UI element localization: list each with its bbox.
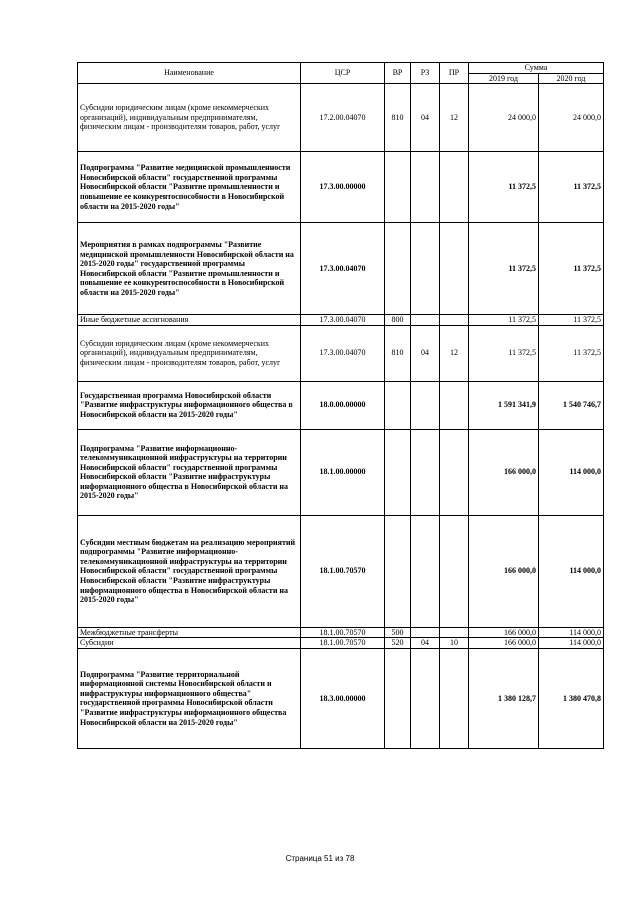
cell-vr bbox=[385, 381, 411, 429]
cell-2020: 11 372,5 bbox=[539, 223, 604, 315]
cell-pr bbox=[440, 429, 469, 515]
cell-2019: 11 372,5 bbox=[469, 325, 539, 381]
table-row bbox=[78, 648, 604, 748]
table-header bbox=[78, 63, 604, 84]
header-2020: 2020 год bbox=[539, 73, 604, 84]
cell-name: Подпрограмма "Развитие территориальной информационной системы Новосибирской области и инфраструктуры информационного общества" государственной программы Новосибирской области "Развитие инфраструктуры информационного общества Новосибирской области на 2015-2020 годы" bbox=[78, 648, 301, 748]
cell-2020: 11 372,5 bbox=[539, 315, 604, 326]
cell-pr: 12 bbox=[440, 325, 469, 381]
cell-pr bbox=[440, 381, 469, 429]
cell-vr bbox=[385, 429, 411, 515]
cell-vr: 520 bbox=[385, 638, 411, 649]
header-rz: РЗ bbox=[411, 63, 440, 84]
cell-2020: 114 000,0 bbox=[539, 429, 604, 515]
table-row bbox=[78, 627, 604, 638]
cell-csr: 18.1.00.70570 bbox=[301, 638, 385, 649]
table-row bbox=[78, 84, 604, 152]
header-csr: ЦСР bbox=[301, 63, 385, 84]
cell-2020: 114 000,0 bbox=[539, 627, 604, 638]
budget-table bbox=[77, 62, 604, 749]
table-row bbox=[78, 325, 604, 381]
cell-pr bbox=[440, 627, 469, 638]
cell-rz bbox=[411, 429, 440, 515]
cell-rz bbox=[411, 152, 440, 223]
cell-2019: 24 000,0 bbox=[469, 84, 539, 152]
header-vr: ВР bbox=[385, 63, 411, 84]
table-body bbox=[78, 84, 604, 749]
cell-vr: 800 bbox=[385, 315, 411, 326]
cell-pr bbox=[440, 152, 469, 223]
cell-vr: 500 bbox=[385, 627, 411, 638]
cell-name: Субсидии bbox=[78, 638, 301, 649]
cell-pr: 10 bbox=[440, 638, 469, 649]
cell-2019: 11 372,5 bbox=[469, 152, 539, 223]
cell-rz bbox=[411, 223, 440, 315]
cell-pr bbox=[440, 315, 469, 326]
cell-name: Подпрограмма "Развитие медицинской промышленности Новосибирской области" государственной программы Новосибирской области "Развитие промышленности и повышение ее конкурентоспособности в Новосибирской области на 2015-2020 годы" bbox=[78, 152, 301, 223]
cell-csr: 18.1.00.70570 bbox=[301, 515, 385, 627]
cell-rz bbox=[411, 381, 440, 429]
cell-2020: 11 372,5 bbox=[539, 325, 604, 381]
cell-name: Мероприятия в рамках подпрограммы "Развитие медицинской промышленности Новосибирской области на 2015-2020 годы" государственной программы Новосибирской области "Развитие промышленности и повышение ее конкурентоспособности в Новосибирской области на 2015-2020 годы" bbox=[78, 223, 301, 315]
cell-name: Межбюджетные трансферты bbox=[78, 627, 301, 638]
cell-2020: 11 372,5 bbox=[539, 152, 604, 223]
cell-pr bbox=[440, 515, 469, 627]
cell-rz: 04 bbox=[411, 325, 440, 381]
table-row bbox=[78, 638, 604, 649]
cell-pr: 12 bbox=[440, 84, 469, 152]
cell-2020: 114 000,0 bbox=[539, 515, 604, 627]
cell-rz bbox=[411, 648, 440, 748]
cell-rz bbox=[411, 627, 440, 638]
table-row bbox=[78, 223, 604, 315]
cell-pr bbox=[440, 648, 469, 748]
cell-rz: 04 bbox=[411, 638, 440, 649]
cell-rz: 04 bbox=[411, 84, 440, 152]
cell-2019: 166 000,0 bbox=[469, 429, 539, 515]
cell-vr: 810 bbox=[385, 325, 411, 381]
cell-2020: 1 380 470,8 bbox=[539, 648, 604, 748]
cell-csr: 18.1.00.00000 bbox=[301, 429, 385, 515]
header-2019: 2019 год bbox=[469, 73, 539, 84]
page-footer: Страница 51 из 78 bbox=[285, 854, 355, 863]
header-pr: ПР bbox=[440, 63, 469, 84]
header-sum: Сумма bbox=[469, 63, 604, 74]
cell-2019: 11 372,5 bbox=[469, 223, 539, 315]
cell-pr bbox=[440, 223, 469, 315]
table-row bbox=[78, 429, 604, 515]
cell-vr bbox=[385, 648, 411, 748]
table-row bbox=[78, 381, 604, 429]
cell-2020: 24 000,0 bbox=[539, 84, 604, 152]
cell-vr: 810 bbox=[385, 84, 411, 152]
cell-name: Субсидии юридическим лицам (кроме некоммерческих организаций), индивидуальным предпринимателям, физическим лицам - производителям товаров, работ, услуг bbox=[78, 325, 301, 381]
table-row bbox=[78, 515, 604, 627]
cell-csr: 18.0.00.00000 bbox=[301, 381, 385, 429]
cell-csr: 17.3.00.04070 bbox=[301, 223, 385, 315]
cell-csr: 18.3.00.00000 bbox=[301, 648, 385, 748]
cell-name: Иные бюджетные ассигнования bbox=[78, 315, 301, 326]
header-name: Наименование bbox=[78, 63, 301, 84]
cell-2019: 11 372,5 bbox=[469, 315, 539, 326]
cell-2020: 1 540 746,7 bbox=[539, 381, 604, 429]
cell-csr: 17.3.00.04070 bbox=[301, 325, 385, 381]
cell-rz bbox=[411, 515, 440, 627]
cell-name: Государственная программа Новосибирской области "Развитие инфраструктуры информационного общества в Новосибирской области на 2015-2020 годы" bbox=[78, 381, 301, 429]
cell-name: Субсидии местным бюджетам на реализацию мероприятий подпрограммы "Развитие информационно-телекоммуникационной инфраструктуры на территории Новосибирской области" государственной программы Новосибирской области "Развитие инфраструктуры информационного общества в Новосибирской области на 2015-2020 годы" bbox=[78, 515, 301, 627]
cell-csr: 17.3.00.00000 bbox=[301, 152, 385, 223]
table-row bbox=[78, 152, 604, 223]
cell-2020: 114 000,0 bbox=[539, 638, 604, 649]
cell-2019: 166 000,0 bbox=[469, 627, 539, 638]
cell-vr bbox=[385, 515, 411, 627]
cell-2019: 166 000,0 bbox=[469, 515, 539, 627]
cell-name: Субсидии юридическим лицам (кроме некоммерческих организаций), индивидуальным предпринимателям, физическим лицам - производителям товаров, работ, услуг bbox=[78, 84, 301, 152]
cell-vr bbox=[385, 223, 411, 315]
cell-name: Подпрограмма "Развитие информационно-телекоммуникационной инфраструктуры на территории Новосибирской области" государственной программы Новосибирской области "Развитие инфраструктуры информационного общества в Новосибирской области на 2015-2020 годы" bbox=[78, 429, 301, 515]
cell-2019: 1 591 341,9 bbox=[469, 381, 539, 429]
cell-2019: 166 000,0 bbox=[469, 638, 539, 649]
cell-csr: 18.1.00.70570 bbox=[301, 627, 385, 638]
cell-2019: 1 380 128,7 bbox=[469, 648, 539, 748]
cell-vr bbox=[385, 152, 411, 223]
cell-csr: 17.3.00.04070 bbox=[301, 315, 385, 326]
cell-rz bbox=[411, 315, 440, 326]
cell-csr: 17.2.00.04070 bbox=[301, 84, 385, 152]
table-row bbox=[78, 315, 604, 326]
